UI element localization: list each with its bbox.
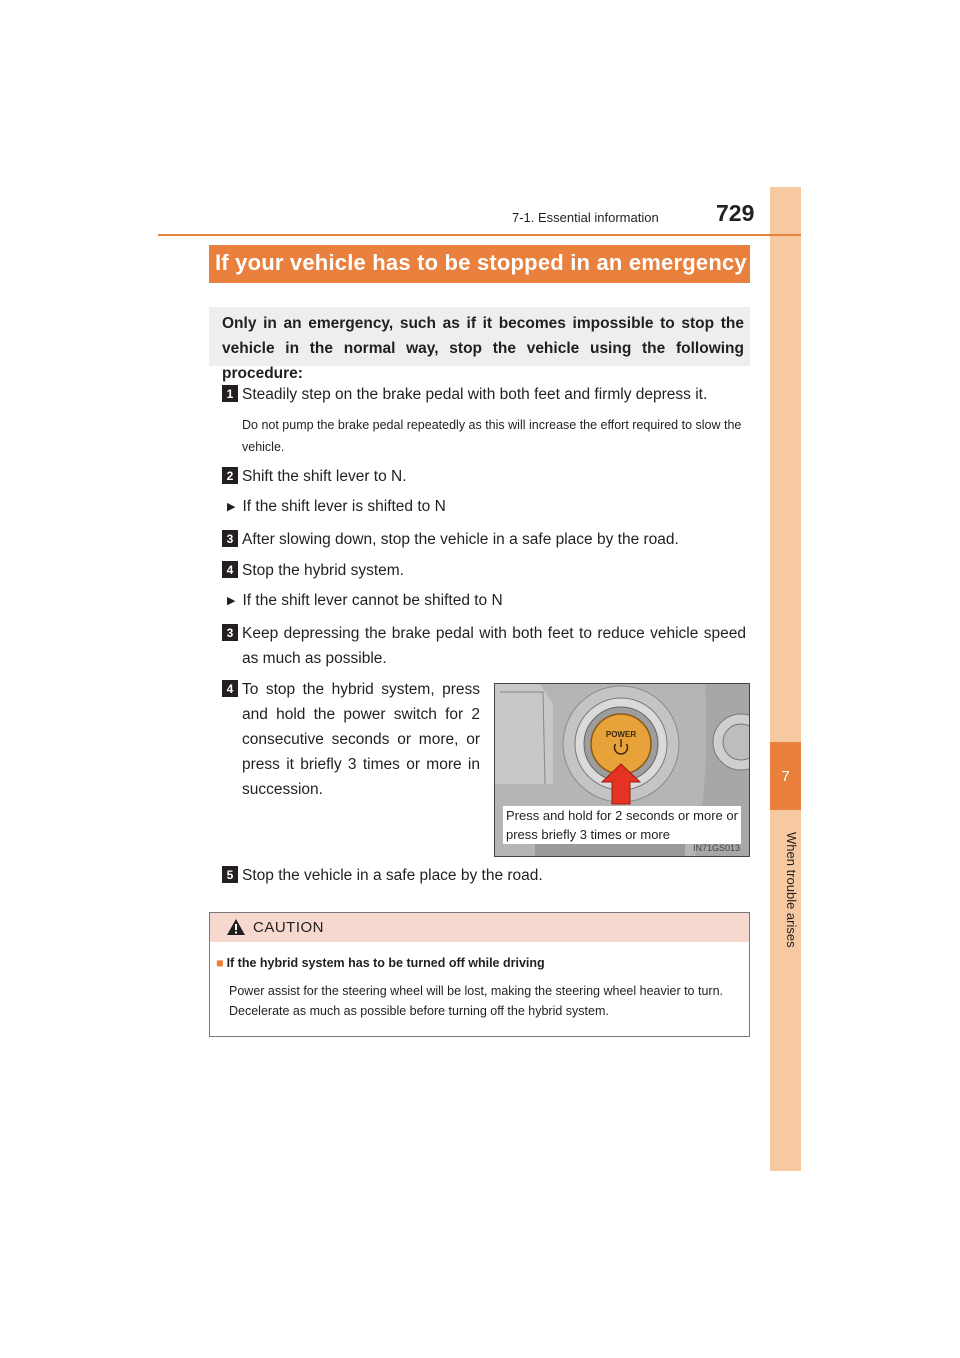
figure-caption: Press and hold for 2 seconds or more or press briefly 3 times or more (503, 806, 741, 844)
chapter-sidebar (770, 187, 801, 1171)
step-badge: 3 (222, 530, 238, 547)
caution-body: Power assist for the steering wheel will be lost, making the steering wheel heavier to turn. Decelerate as much as possible before turning off the hybrid system. (229, 984, 723, 1018)
sub-heading-shifted: ▶ If the shift lever is shifted to N (227, 498, 446, 515)
step-text: Stop the hybrid system. (242, 562, 404, 579)
section-heading: 7-1. Essential information (512, 210, 659, 225)
step-badge: 2 (222, 467, 238, 484)
step-badge: 4 (222, 561, 238, 578)
step-text: After slowing down, stop the vehicle in a safe place by the road. (242, 531, 679, 548)
triangle-right-icon: ▶ (227, 595, 236, 607)
page-title: If your vehicle has to be stopped in an emergency (215, 250, 747, 275)
header-divider (158, 234, 801, 236)
chapter-number: 7 (781, 767, 790, 785)
step-badge: 1 (222, 385, 238, 402)
intro-text: Only in an emergency, such as if it becomes impossible to stop the vehicle in the normal way, stop the vehicle using the following procedure: (222, 315, 744, 382)
triangle-right-icon: ▶ (227, 501, 236, 513)
chapter-title: When trouble arises (784, 832, 799, 948)
step-text: Steadily step on the brake pedal with both feet and firmly depress it. (242, 386, 708, 403)
step-text: To stop the hybrid system, press and hold the power switch for 2 consecutive seconds or more, or press it briefly 3 times or more in succession. (242, 681, 480, 798)
sub-heading-not-shifted: ▶ If the shift lever cannot be shifted to N (227, 592, 503, 609)
warning-icon (226, 918, 246, 936)
step-badge: 4 (222, 680, 238, 697)
caution-subheading: ■ If the hybrid system has to be turned off while driving (216, 956, 545, 970)
step-text: Shift the shift lever to N. (242, 468, 407, 485)
step-text: Keep depressing the brake pedal with both feet to reduce vehicle speed as much as possible. (242, 625, 746, 667)
step-text: Stop the vehicle in a safe place by the road. (242, 867, 543, 884)
figure-code: IN71GS013 (693, 843, 741, 853)
square-bullet-icon: ■ (216, 956, 224, 970)
step-badge: 3 (222, 624, 238, 641)
step-badge: 5 (222, 866, 238, 883)
power-button-label: POWER (605, 730, 637, 739)
page-number: 729 (716, 200, 755, 226)
step-note: Do not pump the brake pedal repeatedly as this will increase the effort required to slow the vehicle. (242, 418, 742, 454)
caution-title: CAUTION (253, 919, 324, 936)
